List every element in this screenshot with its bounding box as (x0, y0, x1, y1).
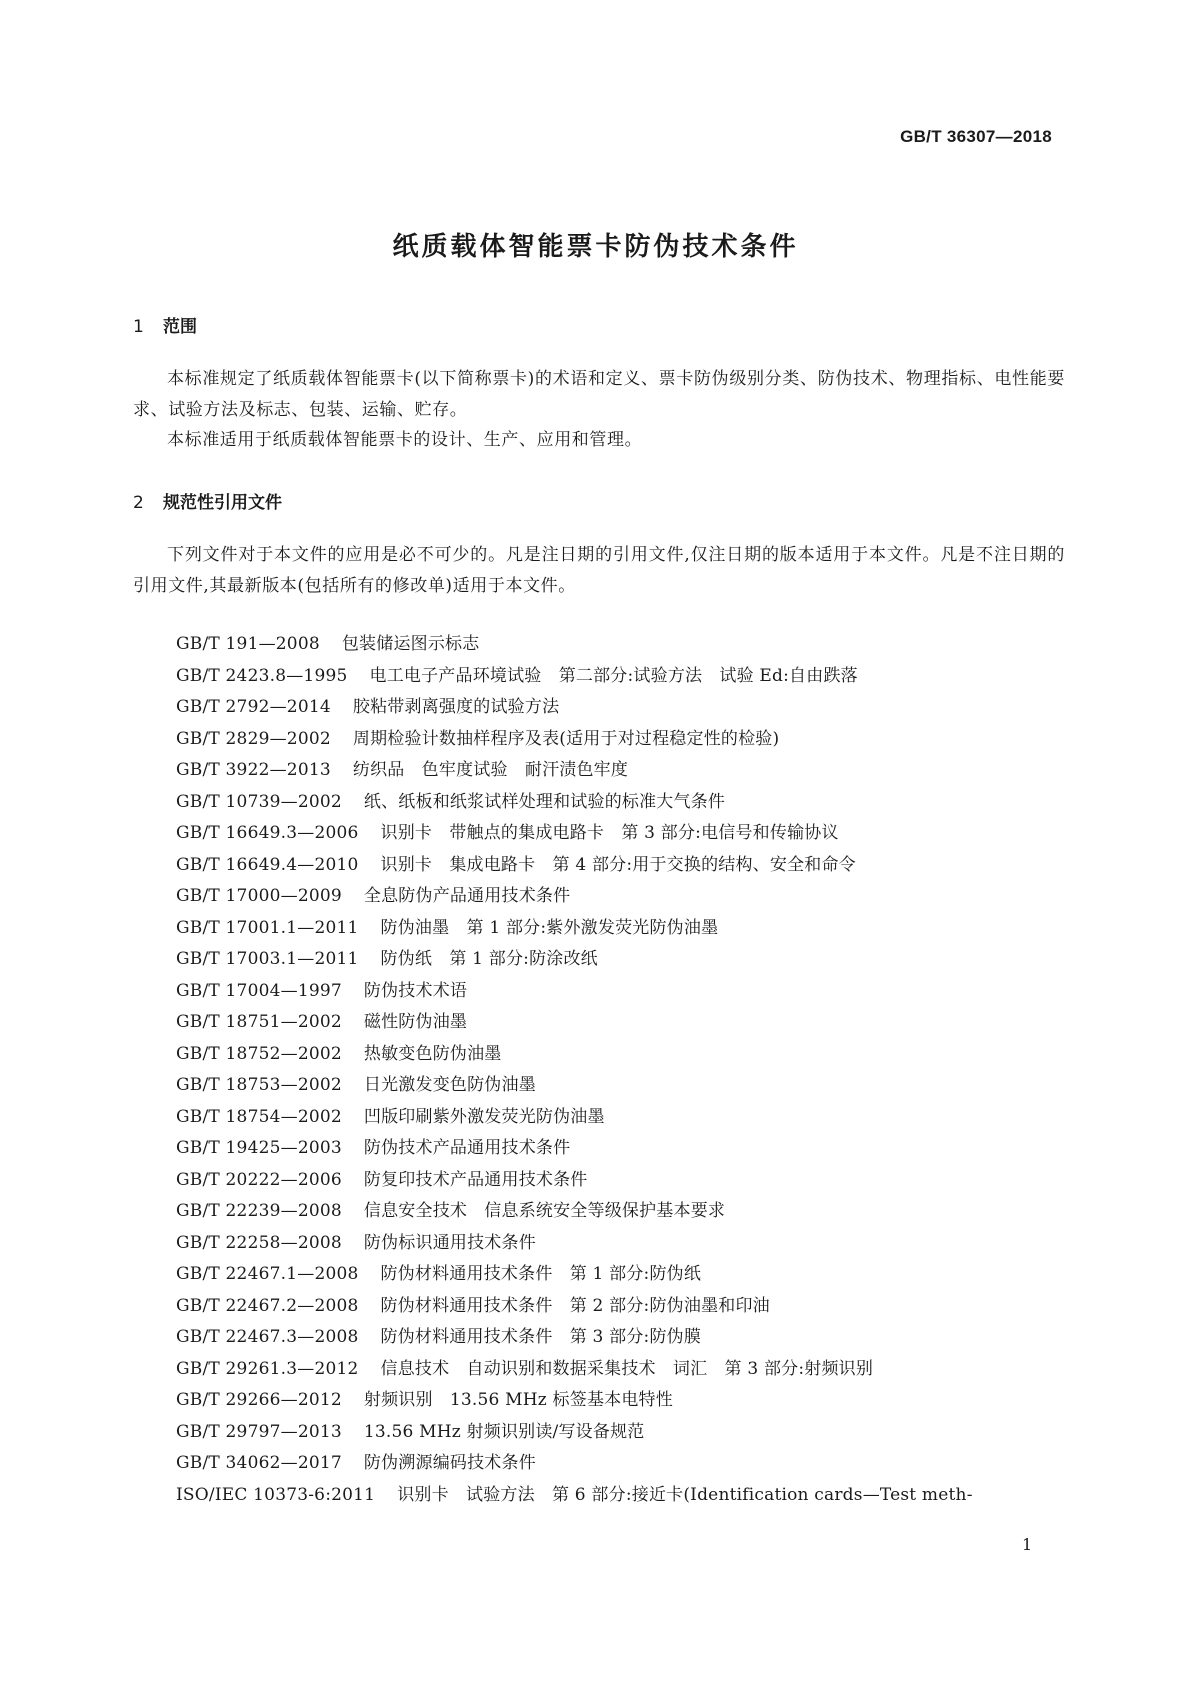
reference-item (176, 1385, 973, 1417)
reference-code: GB/T 16649.4—2010 (176, 854, 359, 875)
reference-code: GB/T 17004—1997 (176, 980, 342, 1001)
reference-title: 日光激发变色防伪油墨 (363, 1075, 536, 1095)
reference-item (176, 1228, 973, 1260)
reference-title: 周期检验计数抽样程序及表(适用于对过程稳定性的检验) (352, 728, 780, 749)
reference-title: 防伪溯源编码技术条件 (363, 1453, 536, 1473)
reference-code: GB/T 20222—2006 (176, 1169, 342, 1190)
reference-title: 纺织品 色牢度试验 耐汗渍色牢度 (352, 760, 629, 780)
reference-code: GB/T 29797—2013 (176, 1421, 342, 1442)
reference-item (176, 1291, 973, 1323)
reference-code: GB/T 10739—2002 (176, 791, 342, 812)
reference-title: 防伪技术术语 (363, 980, 468, 1001)
section-title: 范围 (163, 317, 197, 337)
reference-item (176, 1039, 973, 1071)
section-title: 规范性引用文件 (163, 493, 282, 513)
references-intro-paragraph: 下列文件对于本文件的应用是必不可少的。凡是注日期的引用文件,仅注日期的版本适用于本文件。凡是不注日期的引用文件,其最新版本(包括所有的修改单)适用于本文件。 (133, 545, 1065, 596)
reference-item (176, 1196, 973, 1228)
reference-code: GB/T 17001.1—2011 (176, 917, 359, 938)
reference-item (176, 787, 973, 819)
reference-title: 防复印技术产品通用技术条件 (363, 1169, 588, 1190)
reference-item (176, 1165, 973, 1197)
reference-code: GB/T 3922—2013 (176, 760, 331, 780)
reference-title: 防伪技术产品通用技术条件 (363, 1138, 571, 1158)
reference-item (176, 1070, 973, 1102)
reference-code: GB/T 19425—2003 (176, 1138, 342, 1158)
reference-item (176, 724, 973, 756)
page-number: 1 (1022, 1535, 1033, 1554)
reference-title: 防伪纸 第 1 部分:防涂改纸 (380, 949, 598, 969)
reference-item (176, 1007, 973, 1039)
reference-title: 热敏变色防伪油墨 (363, 1043, 502, 1064)
reference-title: 防伪材料通用技术条件 第 1 部分:防伪纸 (380, 1264, 702, 1284)
reference-item (176, 755, 973, 787)
reference-item (176, 1354, 973, 1386)
reference-title: 纸、纸板和纸浆试样处理和试验的标准大气条件 (363, 791, 726, 812)
reference-code: GB/T 17000—2009 (176, 886, 342, 906)
reference-item (176, 1480, 973, 1512)
reference-title: 全息防伪产品通用技术条件 (363, 886, 571, 906)
reference-item (176, 944, 973, 976)
reference-title: 磁性防伪油墨 (363, 1012, 468, 1032)
reference-item (176, 1133, 973, 1165)
reference-item (176, 1102, 973, 1134)
reference-code: ISO/IEC 10373-6:2011 (176, 1484, 376, 1505)
reference-item (176, 850, 973, 882)
section-heading-scope (133, 312, 197, 337)
reference-item (176, 1417, 973, 1449)
reference-title: 胶粘带剥离强度的试验方法 (352, 697, 560, 717)
reference-item (176, 1322, 973, 1354)
section-number: 2 (133, 493, 144, 513)
reference-item (176, 818, 973, 850)
reference-code: GB/T 17003.1—2011 (176, 949, 359, 969)
reference-item (176, 881, 973, 913)
reference-title: 防伪标识通用技术条件 (363, 1232, 536, 1253)
reference-code: GB/T 2423.8—1995 (176, 665, 348, 686)
reference-code: GB/T 2792—2014 (176, 697, 331, 717)
reference-code: GB/T 22467.1—2008 (176, 1264, 359, 1284)
reference-title: 包装储运图示标志 (341, 634, 480, 654)
reference-code: GB/T 22467.3—2008 (176, 1327, 359, 1347)
reference-code: GB/T 34062—2017 (176, 1453, 342, 1473)
reference-code: GB/T 18751—2002 (176, 1012, 342, 1032)
reference-item (176, 629, 973, 661)
reference-title: 凹版印刷紫外激发荧光防伪油墨 (363, 1106, 605, 1127)
reference-code: GB/T 191—2008 (176, 634, 320, 654)
reference-title: 信息安全技术 信息系统安全等级保护基本要求 (363, 1201, 726, 1221)
reference-item (176, 1448, 973, 1480)
reference-code: GB/T 22467.2—2008 (176, 1295, 359, 1316)
scope-paragraph-2: 本标准适用于纸质载体智能票卡的设计、生产、应用和管理。 (167, 430, 643, 450)
section-number: 1 (133, 317, 144, 337)
reference-code: GB/T 18754—2002 (176, 1106, 342, 1127)
reference-title: 13.56 MHz 射频识别读/写设备规范 (363, 1421, 645, 1442)
reference-code: GB/T 29261.3—2012 (176, 1358, 359, 1379)
reference-code: GB/T 2829—2002 (176, 728, 331, 749)
reference-title: 识别卡 试验方法 第 6 部分:接近卡(Identification cards—Test meth- (397, 1484, 973, 1505)
scope-paragraph-1: 本标准规定了纸质载体智能票卡(以下简称票卡)的术语和定义、票卡防伪级别分类、防伪技术、物理指标、电性能要求、试验方法及标志、包装、运输、贮存。 (133, 369, 1065, 420)
reference-item (176, 976, 973, 1008)
reference-code: GB/T 16649.3—2006 (176, 823, 359, 843)
reference-title: 防伪油墨 第 1 部分:紫外激发荧光防伪油墨 (380, 917, 719, 938)
reference-title: 信息技术 自动识别和数据采集技术 词汇 第 3 部分:射频识别 (380, 1358, 874, 1379)
reference-title: 识别卡 集成电路卡 第 4 部分:用于交换的结构、安全和命令 (380, 854, 856, 875)
reference-code: GB/T 18752—2002 (176, 1043, 342, 1064)
reference-code: GB/T 29266—2012 (176, 1390, 342, 1410)
reference-item (176, 661, 973, 693)
document-title: 纸质载体智能票卡防伪技术条件 (392, 232, 799, 262)
section-heading-normative-references (133, 488, 282, 513)
reference-title: 识别卡 带触点的集成电路卡 第 3 部分:电信号和传输协议 (380, 823, 839, 843)
reference-title: 防伪材料通用技术条件 第 3 部分:防伪膜 (380, 1327, 702, 1347)
reference-item (176, 1259, 973, 1291)
reference-title: 电工电子产品环境试验 第二部分:试验方法 试验 Ed:自由跌落 (369, 665, 858, 686)
reference-code: GB/T 22239—2008 (176, 1201, 342, 1221)
standard-number: GB/T 36307—2018 (900, 127, 1052, 146)
reference-item (176, 692, 973, 724)
reference-code: GB/T 18753—2002 (176, 1075, 342, 1095)
reference-list (176, 629, 973, 1511)
reference-item (176, 913, 973, 945)
reference-title: 射频识别 13.56 MHz 标签基本电特性 (363, 1390, 673, 1410)
reference-code: GB/T 22258—2008 (176, 1232, 342, 1253)
reference-title: 防伪材料通用技术条件 第 2 部分:防伪油墨和印油 (380, 1295, 770, 1316)
